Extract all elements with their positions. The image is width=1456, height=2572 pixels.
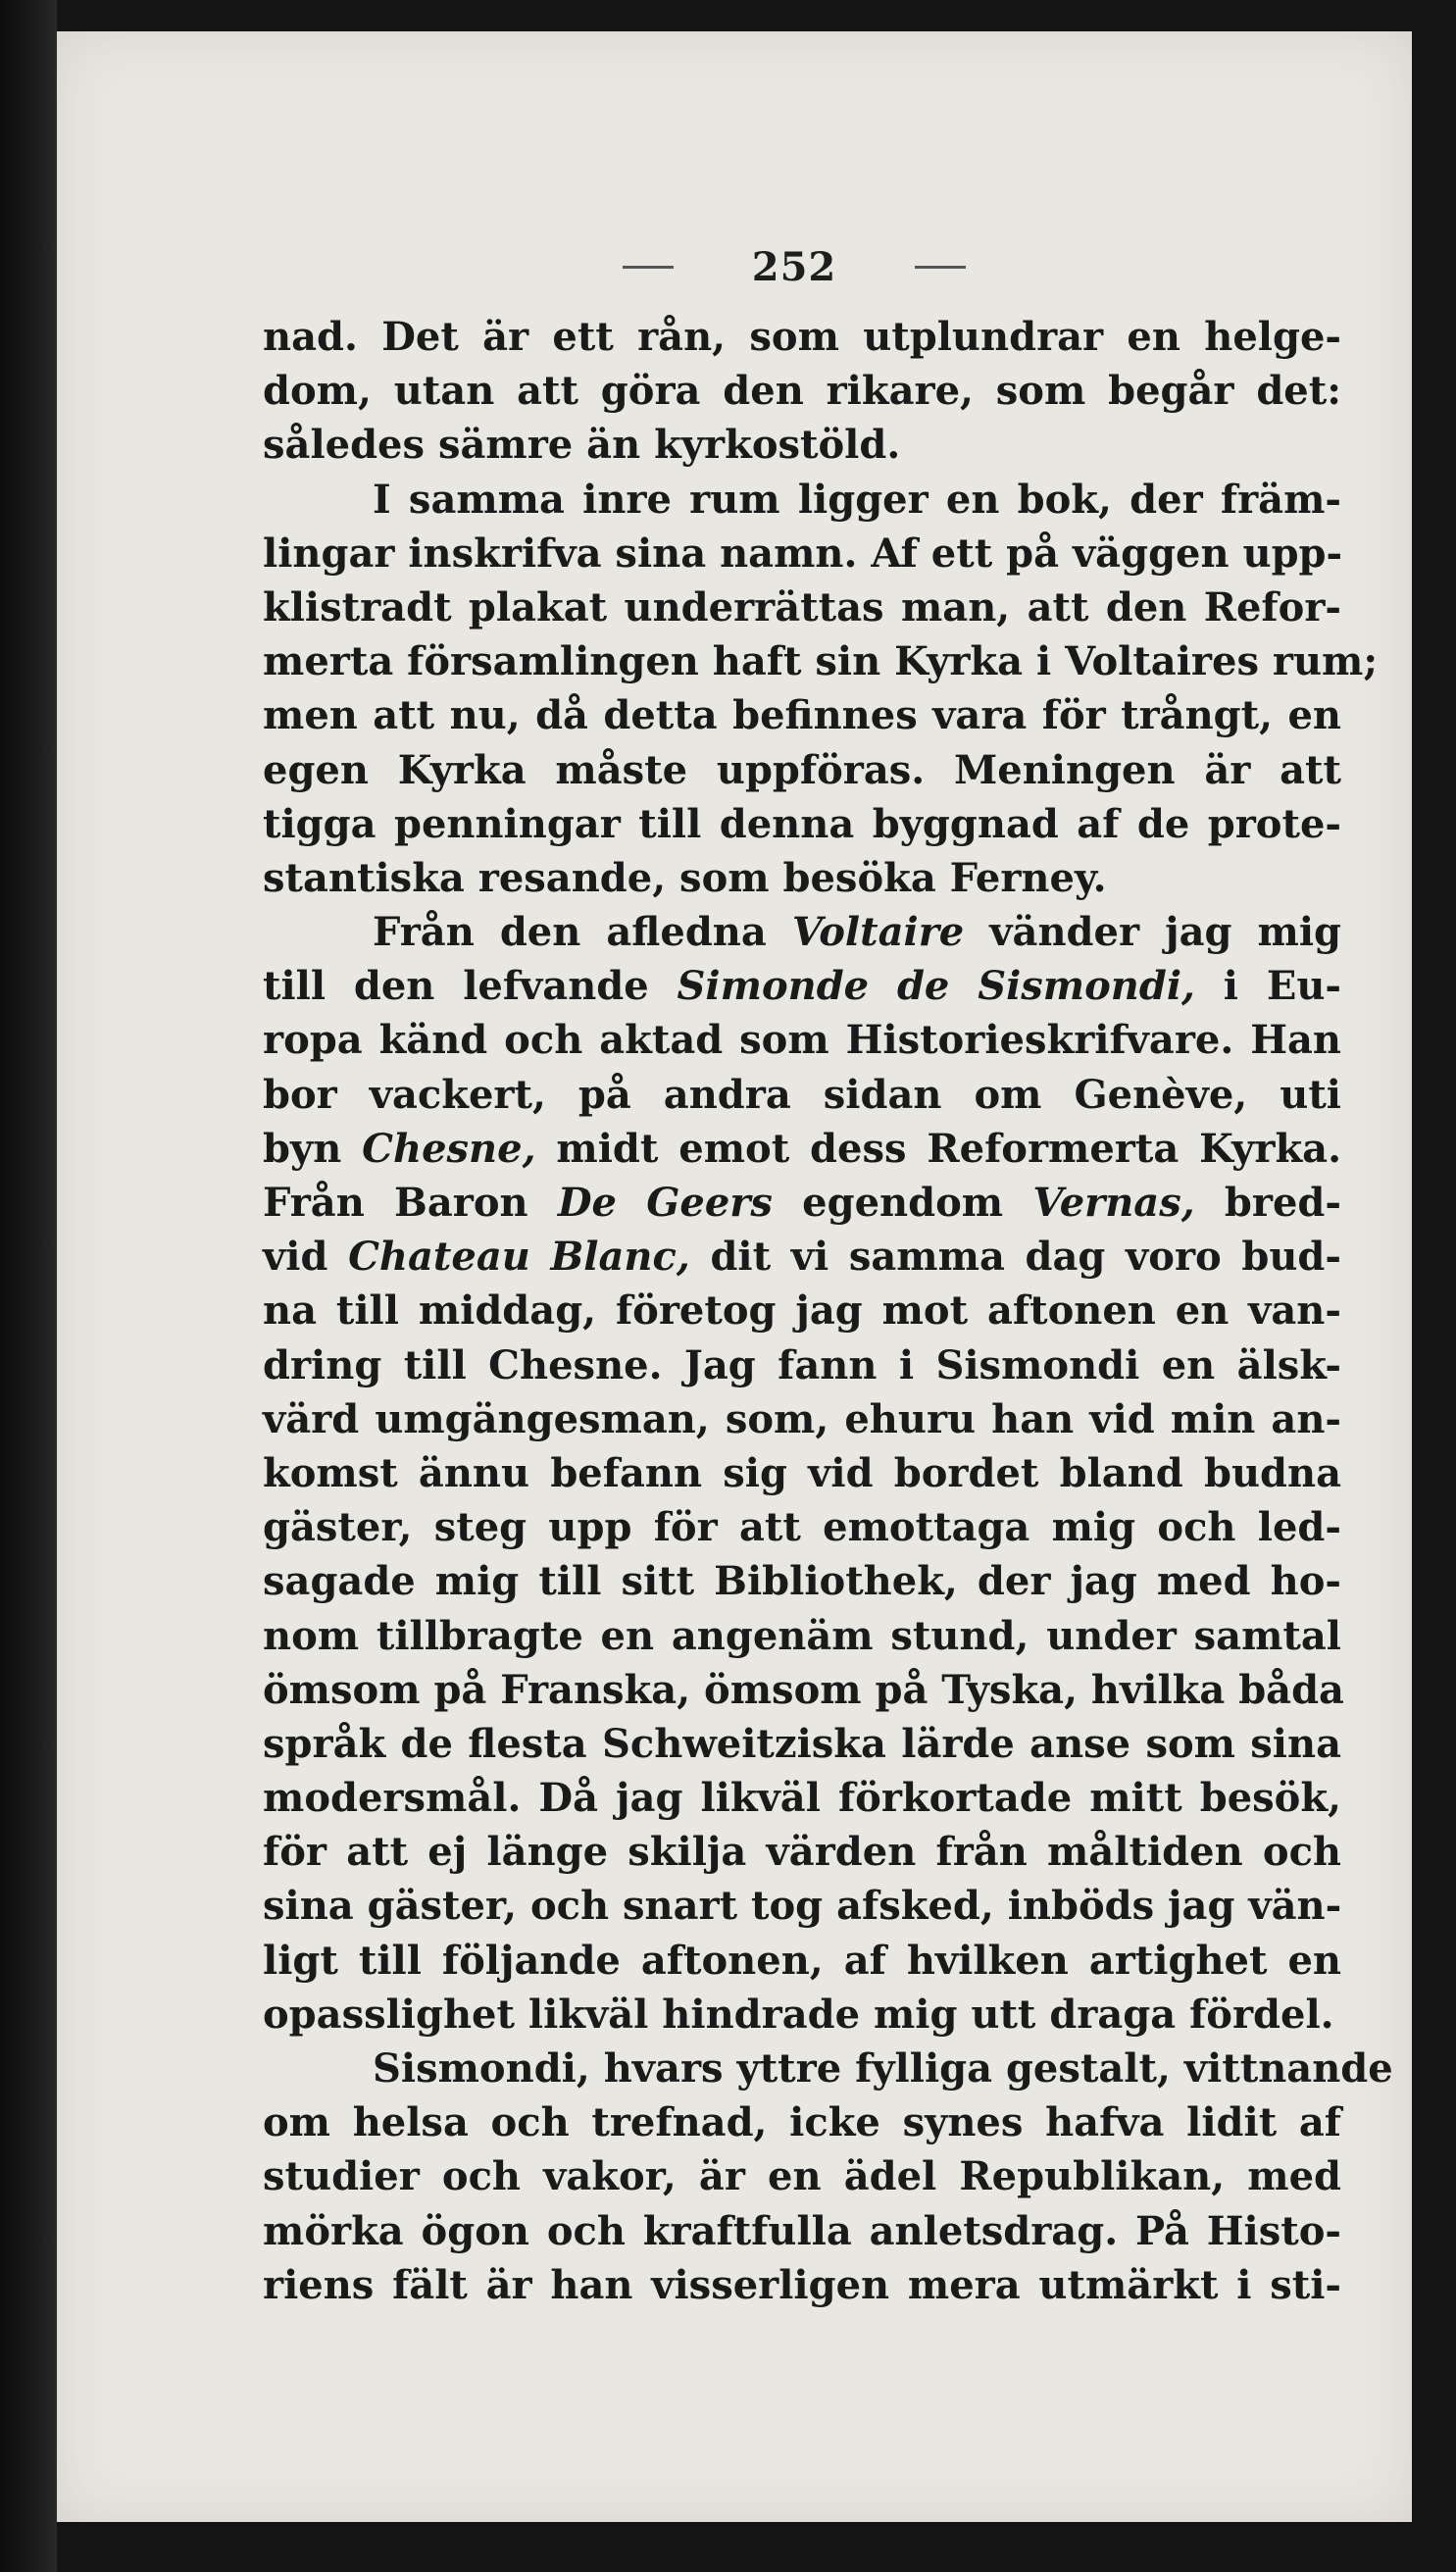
text-line: nom tillbragte en angenäm stund, under samtal bbox=[263, 1612, 1341, 1659]
text-line: men att nu, då detta befinnes vara för trångt, en bbox=[263, 692, 1341, 739]
text-line: således sämre än kyrkostöld. bbox=[263, 422, 901, 469]
text-line: lingar inskrifva sina namn. Af ett på väggen upp- bbox=[263, 530, 1343, 577]
text-line: dom, utan att göra den rikare, som begår det: bbox=[263, 368, 1341, 415]
text-line: mörka ögon och kraftfulla anletsdrag. På Histo- bbox=[263, 2207, 1341, 2254]
text-run: i Eu- bbox=[1194, 963, 1341, 1010]
text-line bbox=[263, 1230, 1341, 1284]
text-line: na till middag, företog jag mot aftonen en van- bbox=[263, 1287, 1341, 1335]
text-line: bor vackert, på andra sidan om Genève, uti bbox=[263, 1071, 1341, 1118]
text-line: riens fält är han visserligen mera utmärkt i sti- bbox=[263, 2261, 1341, 2308]
text-line: I samma inre rum ligger en bok, der främ- bbox=[373, 476, 1341, 523]
text-line: för att ej länge skilja värden från måltiden och bbox=[263, 1829, 1341, 1876]
text-line: komst ännu befann sig vid bordet bland budna bbox=[263, 1449, 1341, 1496]
text-line bbox=[263, 959, 1341, 1013]
text-line: studier och vakor, är en ädel Republikan, med bbox=[263, 2153, 1341, 2200]
body-text bbox=[263, 310, 1393, 2312]
text-line: gäster, steg upp för att emottaga mig och led- bbox=[263, 1504, 1341, 1551]
italic-name: Chesne, bbox=[362, 1125, 536, 1172]
text-line: värd umgängesman, som, ehuru han vid min an- bbox=[263, 1395, 1341, 1442]
text-line: om helsa och trefnad, icke synes hafva lidit af bbox=[263, 2099, 1341, 2146]
italic-name: Voltaire bbox=[791, 909, 965, 956]
text-line: ömsom på Franska, ömsom på Tyska, hvilka båda bbox=[263, 1666, 1344, 1713]
text-line: klistradt plakat underrättas man, att den Refor- bbox=[263, 583, 1341, 630]
text-line bbox=[263, 1176, 1341, 1230]
text-run: till den lefvande bbox=[263, 963, 678, 1010]
text-run: egendom bbox=[772, 1180, 1033, 1226]
italic-name: De Geers bbox=[557, 1180, 773, 1226]
text-run: bred- bbox=[1194, 1180, 1341, 1226]
header-dash-left bbox=[623, 266, 674, 269]
text-line: sina gäster, och snart tog afsked, inböds jag vän- bbox=[263, 1883, 1342, 1930]
italic-name: Chateau Blanc, bbox=[348, 1234, 690, 1281]
text-line: Sismondi, hvars yttre fylliga gestalt, vittnande bbox=[373, 2045, 1393, 2092]
text-run: vid bbox=[263, 1234, 349, 1281]
text-line: ligt till följande aftonen, af hvilken artighet en bbox=[263, 1937, 1341, 1984]
text-line: opasslighet likväl hindrade mig utt draga fördel. bbox=[263, 1991, 1334, 2038]
text-run: dit vi samma dag voro bud- bbox=[689, 1234, 1341, 1281]
text-run: byn bbox=[263, 1125, 363, 1172]
text-line: dring till Chesne. Jag fann i Sismondi en älsk- bbox=[263, 1341, 1341, 1388]
text-run: Från Baron bbox=[263, 1180, 558, 1226]
text-line: sagade mig till sitt Bibliothek, der jag med ho- bbox=[263, 1558, 1341, 1605]
text-line: tigga penningar till denna byggnad af de prote- bbox=[263, 800, 1341, 847]
text-run: Från den afledna bbox=[373, 909, 792, 956]
text-line: egen Kyrka måste uppföras. Meningen är att bbox=[263, 746, 1341, 793]
text-line: modersmål. Då jag likväl förkortade mitt besök, bbox=[263, 1775, 1341, 1822]
text-line bbox=[263, 905, 1341, 959]
text-line: ropa känd och aktad som Historieskrifvare. Han bbox=[263, 1017, 1341, 1064]
text-line bbox=[263, 1122, 1341, 1176]
text-line: språk de flesta Schweitziska lärde anse som sina bbox=[263, 1720, 1341, 1767]
book-edge bbox=[0, 0, 57, 2572]
text-line: stantiska resande, som besöka Ferney. bbox=[263, 854, 1107, 901]
page-header bbox=[569, 237, 1020, 296]
text-line: nad. Det är ett rån, som utplundrar en helge- bbox=[263, 314, 1341, 360]
page-number: 252 bbox=[751, 243, 837, 290]
text-line: merta församlingen haft sin Kyrka i Voltaires rum; bbox=[263, 638, 1379, 685]
italic-name: Vernas, bbox=[1032, 1180, 1195, 1226]
text-run: midt emot dess Reformerta Kyrka. bbox=[535, 1125, 1341, 1172]
header-dash-right bbox=[915, 266, 966, 269]
text-run: vänder jag mig bbox=[964, 909, 1342, 956]
italic-name: Simonde de Sismondi, bbox=[677, 963, 1195, 1010]
